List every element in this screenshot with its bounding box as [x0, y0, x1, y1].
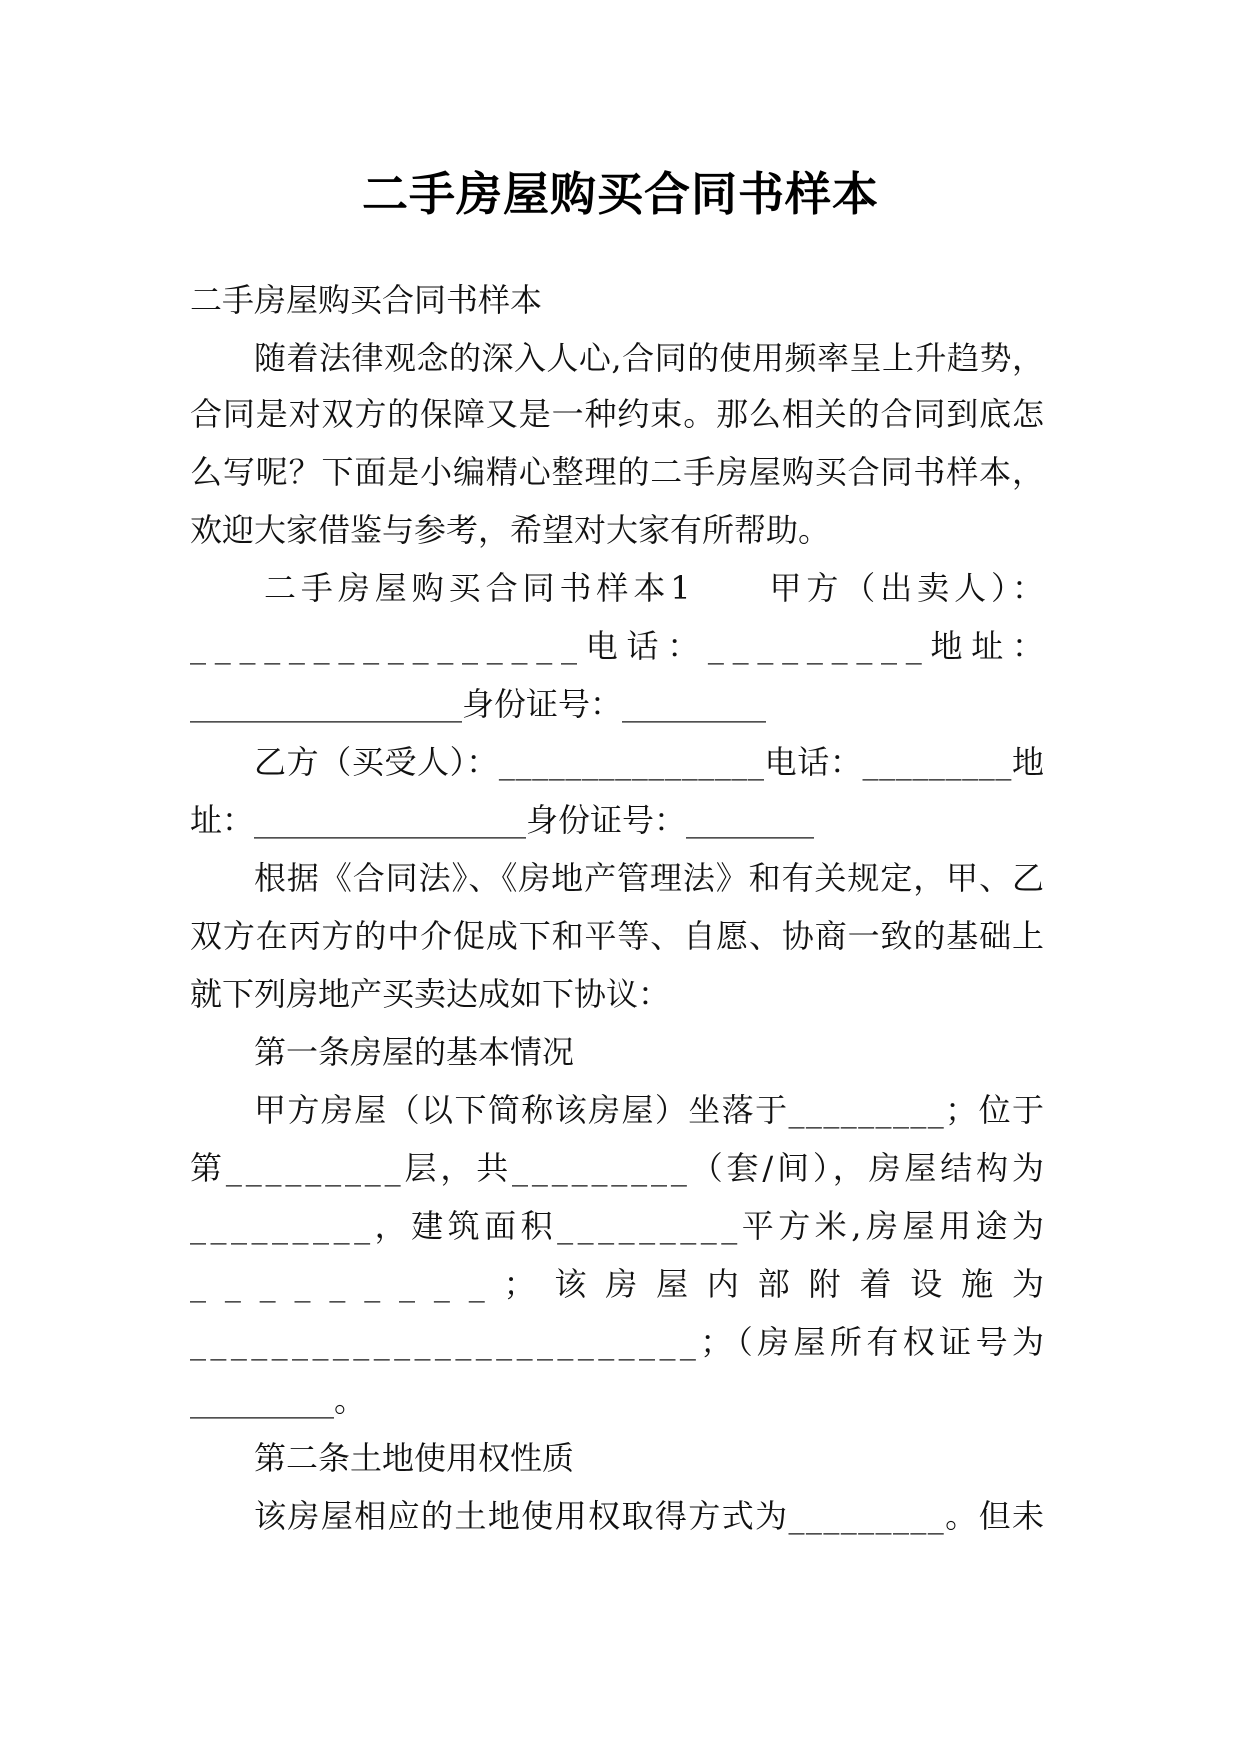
- document-title: 二手房屋购买合同书样本: [362, 167, 879, 221]
- document-line: 乙方（买受人）：________________电话：_________地: [254, 743, 1045, 781]
- document-line: _________，建筑面积_________平方米,房屋用途为: [190, 1207, 1049, 1245]
- document-line: 二手房屋购买合同书样本: [190, 281, 543, 319]
- document-line: 随着法律观念的深入人心,合同的使用频率呈上升趋势，: [254, 339, 1045, 377]
- document-line: 双方在丙方的中介促成下和平等、自愿、协商一致的基础上: [190, 917, 1045, 955]
- document-line: 根据《合同法》、《房地产管理法》和有关规定，甲、乙: [254, 859, 1045, 897]
- document-line: 第一条房屋的基本情况: [254, 1033, 575, 1071]
- document-line: 该房屋相应的土地使用权取得方式为_________。但未: [254, 1497, 1046, 1535]
- document-line: 甲方房屋（以下简称该房屋）坐落于_________；位于: [254, 1091, 1046, 1129]
- document-line: 二手房屋购买合同书样本1 甲方（出卖人）：: [264, 569, 1049, 607]
- document-line: _________________身份证号：_________: [190, 685, 767, 723]
- document-line: _________；该房屋内部附着设施为: [190, 1265, 1063, 1303]
- document-line: 第_________层，共_________（套/间），房屋结构为: [190, 1149, 1048, 1187]
- document-line: 么写呢？下面是小编精心整理的二手房屋购买合同书样本，: [190, 453, 1045, 491]
- document-line: 合同是对双方的保障又是一种约束。那么相关的合同到底怎: [190, 395, 1045, 433]
- document-line: ________________电话：_________地址：: [190, 627, 1053, 665]
- document-line: 欢迎大家借鉴与参考，希望对大家有所帮助。: [190, 511, 831, 549]
- document-line: 第二条土地使用权性质: [254, 1439, 575, 1477]
- document-line: _________。: [190, 1381, 367, 1419]
- document-line: _________________________；（房屋所有权证号为: [190, 1323, 1049, 1361]
- document-line: 址：_________________身份证号：________: [190, 801, 815, 839]
- document-line: 就下列房地产买卖达成如下协议：: [190, 975, 671, 1013]
